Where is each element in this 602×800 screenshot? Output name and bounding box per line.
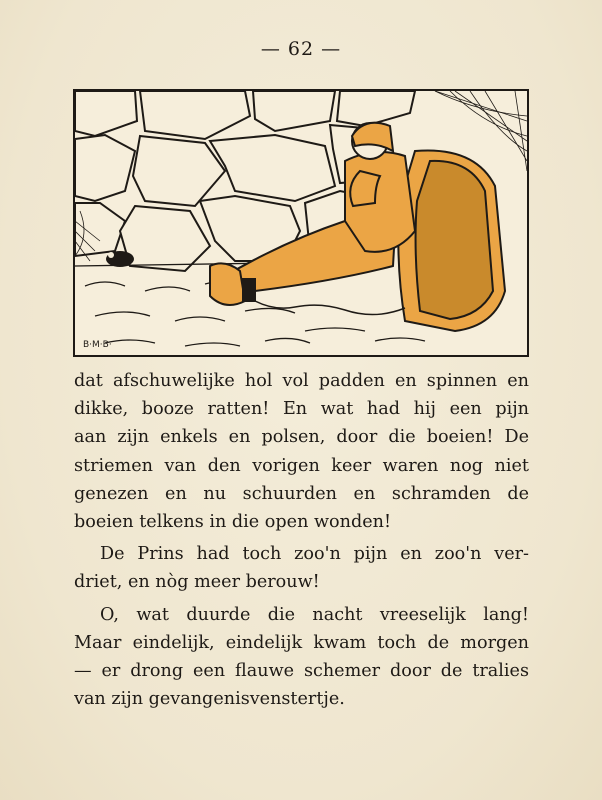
text-line: van zijn gevangenisvenstertje. — [74, 689, 345, 710]
page-number: — 62 — — [260, 38, 342, 60]
text-line: dikke, booze ratten! En wat had hij een pijn — [74, 399, 529, 420]
illustration-prisoner-in-dungeon — [73, 89, 529, 357]
text-line: genezen en nu schuurden en schramden de — [74, 483, 529, 504]
story-text — [74, 367, 529, 713]
illustrator-signature: B·M·B· — [83, 340, 112, 350]
text-line: boeien telkens in die open wonden! — [74, 511, 392, 532]
text-line: De Prins had toch zoo'n pijn en zoo'n ver- — [100, 544, 529, 565]
rat-icon — [106, 251, 134, 267]
text-line: dat afschuwelijke hol vol padden en spinnen en — [74, 371, 529, 391]
text-line: driet, en nòg meer berouw! — [74, 572, 320, 593]
text-line: striemen van den vorigen keer waren nog niet — [74, 455, 529, 476]
text-line: Maar eindelijk, eindelijk kwam toch de morgen — [74, 632, 529, 653]
text-line: O, wat duurde die nacht vreeselijk lang! — [100, 604, 529, 625]
text-line: — er drong een flauwe schemer door de tralies — [74, 660, 529, 681]
text-line: aan zijn enkels en polsen, door die boeien! De — [74, 427, 529, 448]
